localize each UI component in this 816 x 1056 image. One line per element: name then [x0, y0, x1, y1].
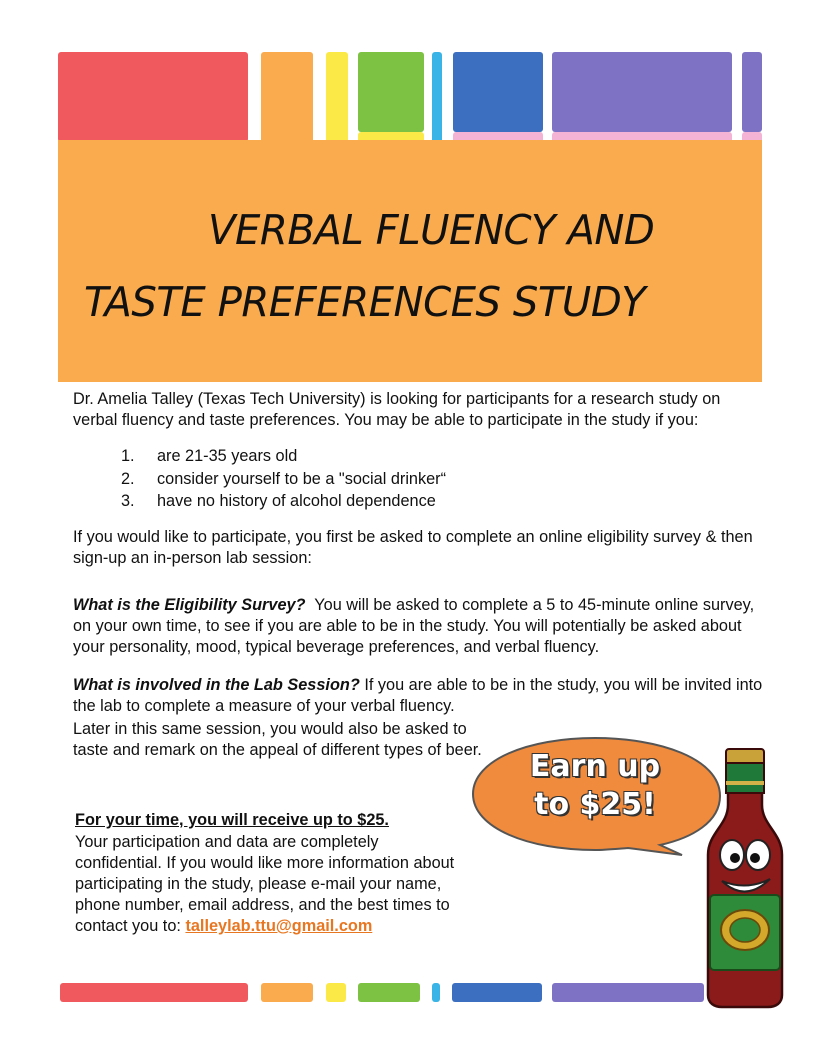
survey-paragraph: [73, 595, 763, 658]
bar-blue: [453, 52, 543, 132]
bottle-foil: [726, 763, 764, 793]
intro-paragraph: Dr. Amelia Talley (Texas Tech University) is looking for participants for a research study on verbal fluency and taste preferences. You may be able to participate in the study if you:: [73, 390, 721, 429]
bubble-line-1: Earn up: [529, 749, 661, 784]
bottom-bar-orange: [261, 983, 313, 1002]
bottom-bar-green: [358, 983, 420, 1002]
lab-heading: What is involved in the Lab Session?: [73, 676, 360, 694]
bar-red: [58, 52, 248, 142]
lab-text-2: Later in this same session, you would also be asked to taste and remark on the appeal of different types of beer.: [73, 720, 482, 759]
title-line-2: TASTE PREFERENCES STUDY: [84, 278, 646, 326]
lab-paragraph: [73, 675, 763, 717]
compensation-paragraph: [75, 832, 467, 937]
bubble-text: [500, 748, 690, 824]
bubble-line-2: to $25!: [534, 787, 656, 822]
beer-bottle-mascot: [700, 745, 790, 1010]
survey-heading: What is the Eligibility Survey?: [73, 596, 306, 614]
bottom-bar-blue: [452, 983, 542, 1002]
compensation-text: Your participation and data are completely confidential. If you would like more information about participating in the study, please e-mail your name, phone number, email address, and the best times to contact you to:: [75, 833, 455, 935]
lab-text-1: If you are able to be in the study, you will be invited into the lab to complete a measure of your verbal fluency.: [73, 676, 763, 715]
list-number: 1.: [121, 447, 135, 465]
list-number: 3.: [121, 492, 135, 510]
list-text: are 21-35 years old: [157, 447, 298, 465]
participate-paragraph: If you would like to participate, you first be asked to complete an online eligibility survey & then sign-up an in-person lab session:: [73, 528, 753, 567]
label-medallion-inner: [730, 918, 760, 942]
survey-text: You will be asked to complete a 5 to 45-minute online survey, on your own time, to see if you are able to be in the study. You will potentially be asked about your personality, mood, typical beverage preferences, and verbal fluency.: [73, 596, 755, 656]
bottom-bar-purple: [552, 983, 704, 1002]
title-banner: [58, 140, 762, 382]
bar-green: [358, 52, 424, 132]
bar-purple: [552, 52, 732, 132]
left-pupil: [730, 853, 740, 863]
bottom-bar-cyan: [432, 983, 440, 1002]
list-number: 2.: [121, 470, 135, 488]
bar-purple-2: [742, 52, 762, 132]
bottom-bar-yellow: [326, 983, 346, 1002]
compensation-heading: For your time, you will receive up to $25.: [75, 811, 389, 829]
bottom-bar-red: [60, 983, 248, 1002]
right-pupil: [750, 853, 760, 863]
list-text: have no history of alcohol dependence: [157, 492, 436, 510]
title-line-1: VERBAL FLUENCY AND: [208, 206, 655, 254]
list-text: consider yourself to be a "social drinker“: [157, 470, 447, 488]
contact-email-link[interactable]: talleylab.ttu@gmail.com: [185, 917, 373, 935]
